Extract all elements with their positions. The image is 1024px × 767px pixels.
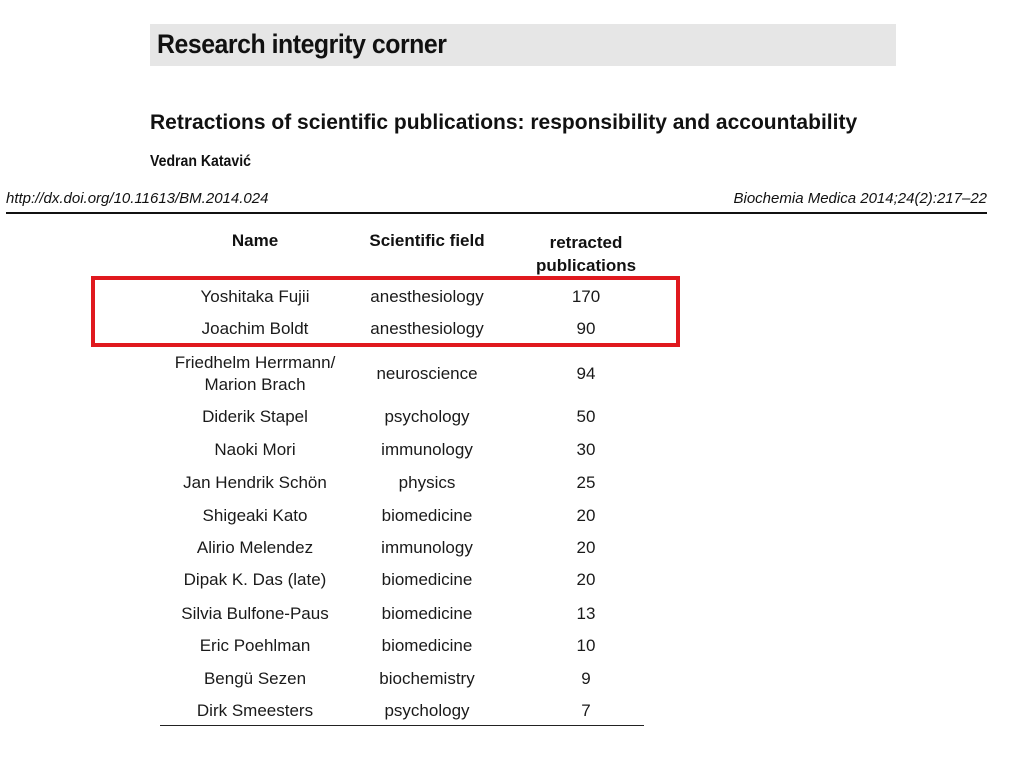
- column-header-field: Scientific field: [369, 231, 485, 250]
- table-row-field: anesthesiology: [370, 287, 484, 306]
- article-title: Retractions of scientific publications: responsibility and accountability: [150, 111, 858, 134]
- table-row-field: biomedicine: [381, 636, 473, 655]
- table-row-count: 20: [576, 506, 596, 525]
- table-row-count: 9: [581, 669, 591, 688]
- banner-title: Research integrity corner: [157, 29, 447, 59]
- table-row-field: biomedicine: [381, 604, 473, 623]
- table-row-name-line2: Marion Brach: [204, 375, 306, 394]
- column-header-name: Name: [231, 231, 279, 250]
- column-header-count-line1: retracted: [549, 233, 623, 252]
- table-row-field: biochemistry: [379, 669, 475, 688]
- table-row-name: Silvia Bulfone-Paus: [181, 604, 329, 623]
- table-row-field: immunology: [381, 538, 473, 557]
- doi-link[interactable]: http://dx.doi.org/10.11613/BM.2014.024: [6, 190, 269, 207]
- table-row-count: 10: [576, 636, 596, 655]
- header-divider: [6, 212, 987, 214]
- table-row-count: 20: [576, 570, 596, 589]
- table-row-count: 50: [576, 407, 596, 426]
- table-row-field: neuroscience: [376, 364, 478, 383]
- table-row-name: Yoshitaka Fujii: [200, 287, 310, 306]
- table-row-field: biomedicine: [381, 570, 473, 589]
- table-row-name: Shigeaki Kato: [202, 506, 308, 525]
- table-row-name: Diderik Stapel: [202, 407, 308, 426]
- journal-citation: Biochemia Medica 2014;24(2):217–22: [733, 190, 987, 207]
- table-row-field: physics: [398, 473, 456, 492]
- table-row-count: 20: [576, 538, 596, 557]
- table-bottom-rule: [160, 725, 644, 726]
- table-row-count: 94: [576, 364, 596, 383]
- table-row-count: 90: [576, 319, 596, 338]
- table-row-count: 13: [576, 604, 596, 623]
- table-row-name: Dirk Smeesters: [196, 701, 314, 720]
- table-row-name: Jan Hendrik Schön: [183, 473, 327, 492]
- table-row-count: 30: [576, 440, 596, 459]
- table-row-name: Joachim Boldt: [201, 319, 309, 338]
- table-row-name: Naoki Mori: [214, 440, 296, 459]
- table-row-count: 7: [581, 701, 591, 720]
- table-row-name-line1: Friedhelm Herrmann/: [174, 353, 336, 372]
- table-row-field: psychology: [384, 407, 470, 426]
- highlight-box: [91, 276, 680, 347]
- table-row-count: 170: [571, 287, 601, 306]
- table-row-name: Alirio Melendez: [196, 538, 314, 557]
- table-row-field: biomedicine: [381, 506, 473, 525]
- table-row-name: Eric Poehlman: [199, 636, 311, 655]
- table-row-count: 25: [576, 473, 596, 492]
- table-row-field: immunology: [381, 440, 473, 459]
- table-row-field: anesthesiology: [370, 319, 484, 338]
- table-row-name: Bengü Sezen: [203, 669, 307, 688]
- author-name: Vedran Katavić: [150, 153, 251, 170]
- section-banner: [150, 24, 896, 66]
- table-row-field: psychology: [384, 701, 470, 720]
- table-row-name: Dipak K. Das (late): [183, 570, 327, 589]
- column-header-count: [520, 231, 652, 277]
- table-row-name: [160, 352, 350, 396]
- column-header-count-line2: publications: [535, 256, 637, 275]
